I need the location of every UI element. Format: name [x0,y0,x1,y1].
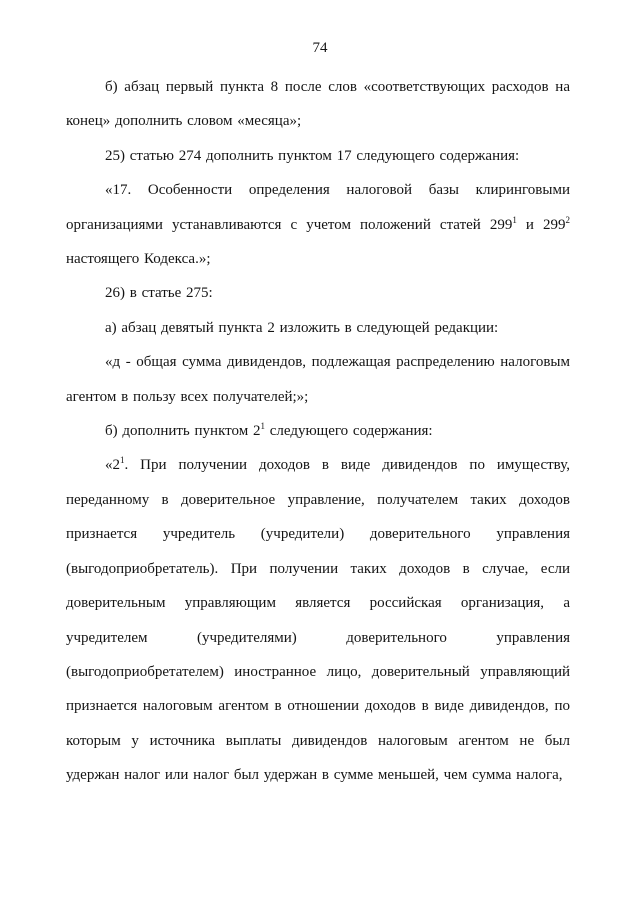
paragraph-6: «д - общая сумма дивидендов, подлежащая распределению налоговым агентом в пользу всех получателей;»; [66,354,570,405]
document-body [66,70,570,793]
superscript-1: 1 [512,214,517,225]
paragraph-7-text-start: б) дополнить пунктом 2 [105,423,261,440]
paragraph-8 [66,448,570,792]
paragraph-3-text-start: «17. Особенности определения налоговой базы клиринговыми организациями устанавливаются с учетом положений статей 299 [66,182,570,233]
paragraph-4: 26) в статье 275: [105,285,213,302]
paragraph-5: а) абзац девятый пункта 2 изложить в следующей редакции: [105,319,499,336]
paragraph-7 [66,414,570,448]
paragraph-7-text-end: следующего содержания: [264,423,433,440]
paragraph-3-text-middle: и 299 [516,216,566,233]
superscript-4: 1 [120,455,125,466]
superscript-3: 1 [260,421,265,432]
paragraph-1: б) абзац первый пункта 8 после слов «соответствующих расходов на конец» дополнить словом «месяца»; [66,79,570,130]
paragraph-8-text-end: . При получении доходов в виде дивидендов по имуществу, переданному в доверительное управление, получателем таких доходов признается учредитель (учредители) доверительного управления (выгодоприобретатель). При получении таких доходов в случае, если доверительным управляющим является российская организация, а учредителем (учредителями) доверительного управления (выгодоприобретателем) иностранное лицо, доверительный управляющий признается налоговым агентом в отношении доходов в виде дивидендов, по которым у источника выплаты дивидендов налоговым агентом не был удержан налог или налог был удержан в сумме меньшей, чем сумма налога, [66,457,570,784]
paragraph-2: 25) статью 274 дополнить пунктом 17 следующего содержания: [105,147,520,164]
paragraph-3 [66,173,570,276]
paragraph-3-text-end: настоящего Кодекса.»; [66,251,211,268]
superscript-2: 2 [565,214,570,225]
page-number: 74 [312,40,328,56]
paragraph-8-text-start: «2 [105,457,120,474]
